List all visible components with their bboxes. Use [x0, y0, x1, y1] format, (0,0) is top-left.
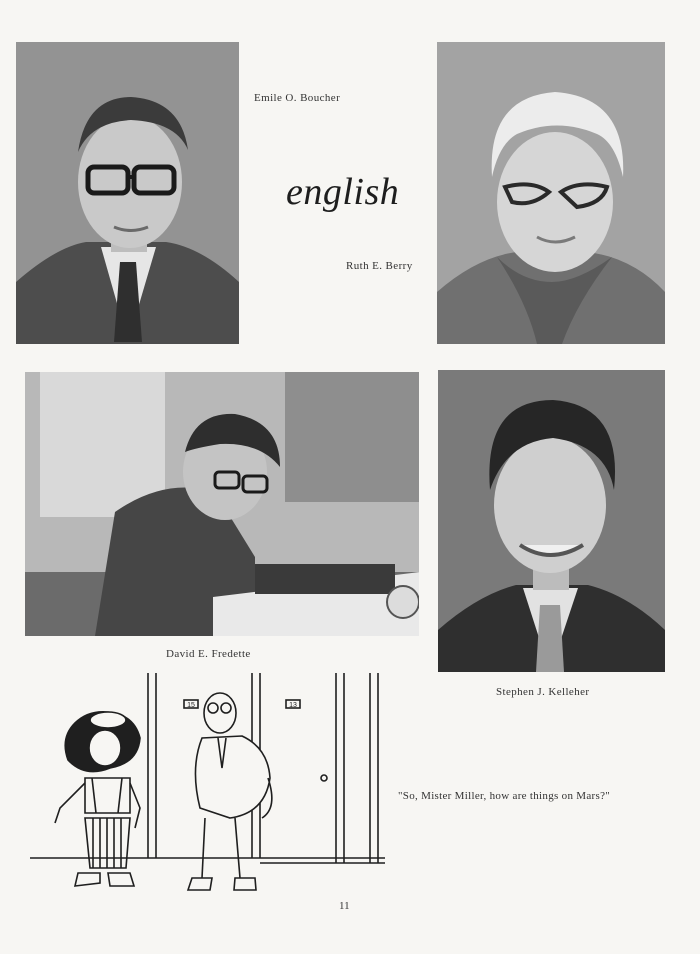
page-number: 11 — [339, 900, 350, 912]
portrait-photo-kelleher — [438, 370, 665, 672]
door-number: 13 — [289, 702, 297, 709]
faculty-name: David E. Fredette — [166, 648, 251, 660]
cartoon-illustration — [30, 668, 390, 903]
portrait-photo-boucher — [16, 42, 239, 344]
door-number: 15 — [187, 702, 195, 709]
photo-fredette-typewriter — [25, 372, 419, 636]
section-title: english — [286, 171, 400, 213]
portrait-photo-berry — [437, 42, 665, 344]
cartoon-caption: "So, Mister Miller, how are things on Mars?" — [398, 790, 611, 802]
faculty-name: Ruth E. Berry — [346, 260, 413, 272]
faculty-name: Emile O. Boucher — [254, 92, 341, 104]
faculty-name: Stephen J. Kelleher — [496, 686, 590, 698]
